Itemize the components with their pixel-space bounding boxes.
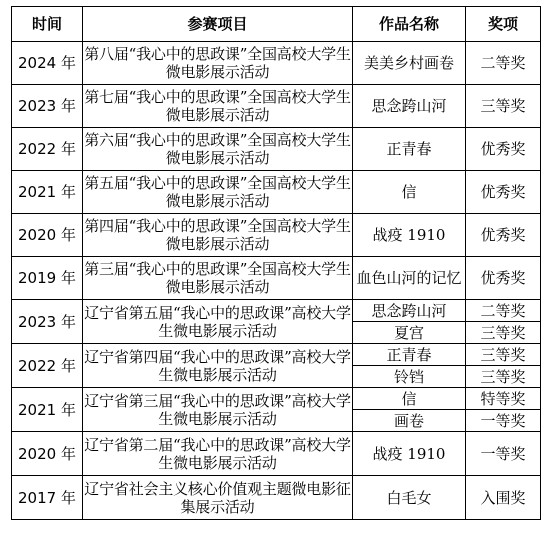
year-cell: 2024 年 [12,42,83,85]
work-title-cell: 信 [353,388,466,410]
header-award: 奖项 [466,7,541,42]
award-cell: 三等奖 [466,344,541,366]
year-cell: 2017 年 [12,476,83,520]
work-title-cell: 思念跨山河 [353,85,466,128]
year-cell: 2023 年 [12,300,83,344]
table-row [12,42,541,85]
event-cell: 第三届“我心中的思政课”全国高校大学生微电影展示活动 [83,257,353,300]
event-cell: 辽宁省社会主义核心价值观主题微电影征集展示活动 [83,476,353,520]
year-cell: 2020 年 [12,432,83,476]
event-cell: 辽宁省第二届“我心中的思政课”高校大学生微电影展示活动 [83,432,353,476]
award-cell: 二等奖 [466,300,541,322]
award-cell: 三等奖 [466,366,541,388]
award-cell: 优秀奖 [466,171,541,214]
table-row [12,300,541,322]
table-row [12,214,541,257]
work-title-cell: 夏宫 [353,322,466,344]
award-cell: 入围奖 [466,476,541,520]
work-title-cell: 画卷 [353,410,466,432]
award-cell: 二等奖 [466,42,541,85]
table-row [12,85,541,128]
event-cell: 第七届“我心中的思政课”全国高校大学生微电影展示活动 [83,85,353,128]
award-cell: 优秀奖 [466,214,541,257]
work-title-cell: 白毛女 [353,476,466,520]
table-row [12,171,541,214]
event-cell: 辽宁省第五届“我心中的思政课”高校大学生微电影展示活动 [83,300,353,344]
event-cell: 第六届“我心中的思政课”全国高校大学生微电影展示活动 [83,128,353,171]
award-cell: 优秀奖 [466,128,541,171]
header-event: 参赛项目 [83,7,353,42]
year-cell: 2022 年 [12,344,83,388]
award-cell: 优秀奖 [466,257,541,300]
table-row [12,128,541,171]
work-title-cell: 美美乡村画卷 [353,42,466,85]
header-row [12,7,541,42]
award-cell: 一等奖 [466,410,541,432]
work-title-cell: 战疫 1910 [353,432,466,476]
event-cell: 第八届“我心中的思政课”全国高校大学生微电影展示活动 [83,42,353,85]
event-cell: 辽宁省第四届“我心中的思政课”高校大学生微电影展示活动 [83,344,353,388]
work-title-cell: 正青春 [353,128,466,171]
year-cell: 2021 年 [12,388,83,432]
work-title-cell: 战疫 1910 [353,214,466,257]
year-cell: 2023 年 [12,85,83,128]
year-cell: 2021 年 [12,171,83,214]
event-cell: 第五届“我心中的思政课”全国高校大学生微电影展示活动 [83,171,353,214]
year-cell: 2022 年 [12,128,83,171]
header-time: 时间 [12,7,83,42]
event-cell: 第四届“我心中的思政课”全国高校大学生微电影展示活动 [83,214,353,257]
header-work-title: 作品名称 [353,7,466,42]
work-title-cell: 思念跨山河 [353,300,466,322]
table-row [12,432,541,476]
work-title-cell: 血色山河的记忆 [353,257,466,300]
award-cell: 三等奖 [466,85,541,128]
table-row [12,388,541,410]
award-cell: 特等奖 [466,388,541,410]
year-cell: 2019 年 [12,257,83,300]
table-row [12,257,541,300]
table-row [12,476,541,520]
award-cell: 三等奖 [466,322,541,344]
work-title-cell: 铃铛 [353,366,466,388]
awards-table [11,6,541,520]
work-title-cell: 信 [353,171,466,214]
award-cell: 一等奖 [466,432,541,476]
table-row [12,344,541,366]
year-cell: 2020 年 [12,214,83,257]
event-cell: 辽宁省第三届“我心中的思政课”高校大学生微电影展示活动 [83,388,353,432]
work-title-cell: 正青春 [353,344,466,366]
